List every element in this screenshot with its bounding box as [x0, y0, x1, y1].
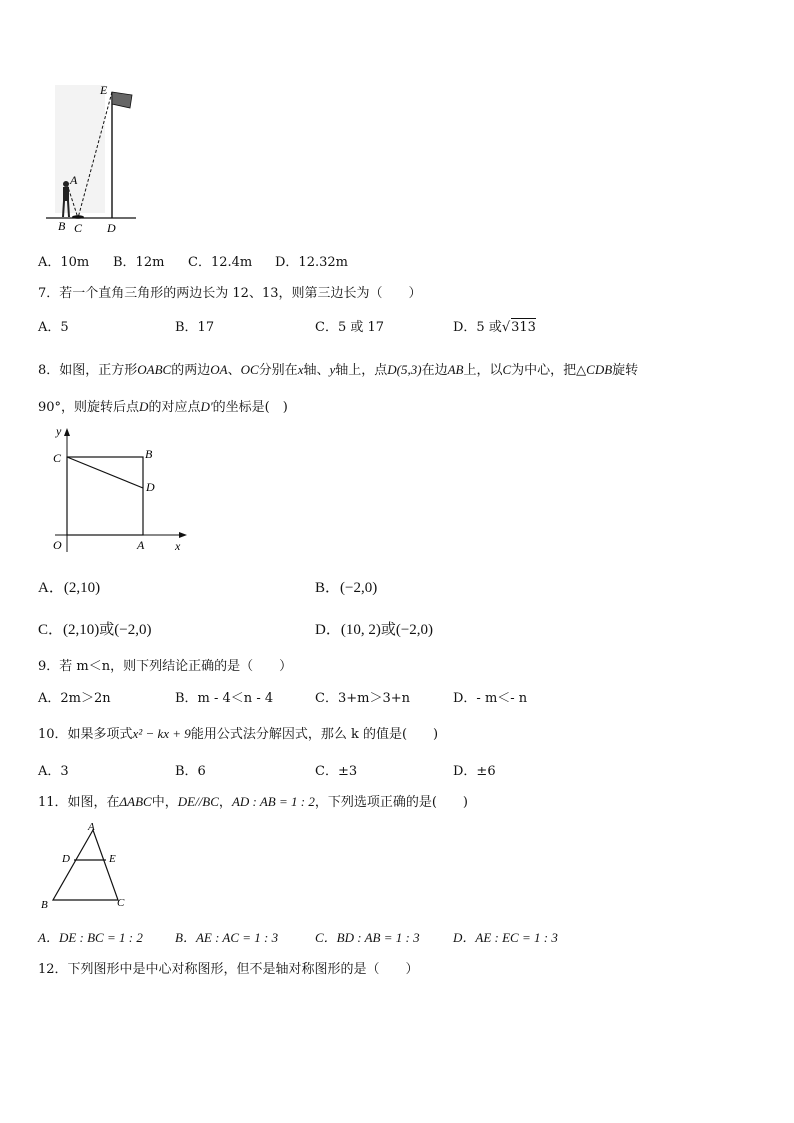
q11-option-b[interactable]: B．AE : AC = 1 : 3	[175, 930, 279, 945]
q10-option-d[interactable]: D．±6	[453, 764, 496, 779]
label-E: E	[109, 853, 116, 865]
label-A: A	[88, 821, 95, 833]
q10-option-a[interactable]: A．3	[38, 764, 69, 779]
label-A: A	[70, 173, 78, 187]
label-D: D	[146, 480, 155, 494]
q7-option-c[interactable]: C．5 或 17	[315, 320, 385, 335]
label-C: C	[53, 451, 62, 465]
label-D: D	[107, 221, 116, 235]
q11-option-c[interactable]: C．BD : AB = 1 : 3	[315, 930, 420, 945]
label-O: O	[53, 538, 62, 552]
q10-option-c[interactable]: C．±3	[315, 764, 358, 779]
q8-option-d[interactable]: D．(10, 2)或(−2,0)	[315, 622, 434, 638]
q8-option-b[interactable]: B．(−2,0)	[315, 580, 378, 596]
triangle-figure	[38, 820, 138, 912]
q12-stem: 12．下列图形中是中心对称图形，但不是轴对称图形的是（ ）	[38, 962, 419, 977]
q8-option-c[interactable]: C．(2,10)或(−2,0)	[38, 622, 152, 638]
label-A: A	[137, 538, 145, 552]
q8-option-a[interactable]: A．(2,10)	[38, 580, 101, 596]
label-y: y	[56, 424, 62, 438]
label-E: E	[100, 83, 108, 97]
q7-option-d[interactable]	[453, 316, 536, 335]
sqrt-sign: √	[501, 320, 511, 335]
q6-option-d[interactable]: D．12.32m	[275, 255, 348, 270]
q11-option-a[interactable]: A．DE : BC = 1 : 2	[38, 930, 143, 945]
q8-stem-line2: 90°，则旋转后点D的对应点D'的坐标是( )	[38, 399, 288, 415]
q11-option-d[interactable]: D．AE : EC = 1 : 3	[453, 930, 558, 945]
q6-option-a[interactable]: A．10m	[38, 255, 90, 270]
label-D: D	[62, 853, 70, 865]
q6-option-b[interactable]: B．12m	[113, 255, 165, 270]
q7-option-a[interactable]: A．5	[38, 320, 69, 335]
q11-stem: 11．如图，在ΔABC中，DE//BC，AD : AB = 1 : 2，下列选项正确的是( )	[38, 794, 469, 810]
q9-stem: 9．若 m＜n，则下列结论正确的是（ ）	[38, 659, 293, 674]
q10-option-b[interactable]: B．6	[175, 764, 206, 779]
q9-option-b[interactable]: B．m - 4＜n - 4	[175, 691, 274, 706]
q7-option-d-text: D．5 或	[453, 320, 502, 335]
q10-expression: x² − kx + 9	[132, 726, 191, 741]
q7-option-b[interactable]: B．17	[175, 320, 215, 335]
label-B: B	[41, 899, 48, 911]
label-x: x	[175, 539, 181, 553]
flagpole-figure	[40, 80, 150, 240]
q9-option-a[interactable]: A．2m＞2n	[38, 691, 111, 706]
q7-stem: 7．若一个直角三角形的两边长为 12、13，则第三边长为（ ）	[38, 286, 422, 301]
label-C: C	[117, 897, 125, 909]
label-C: C	[74, 221, 83, 235]
label-B: B	[145, 447, 153, 461]
label-B: B	[58, 219, 66, 233]
sqrt-radicand: 313	[511, 320, 536, 335]
q8-stem-line1: 8．如图，正方形OABC的两边OA、OC分别在x轴、y轴上，点D(5,3)在边AB上，以C为中心，把△CDB旋转	[38, 362, 639, 378]
q10-stem: 10．如果多项式x² − kx + 9能用公式法分解因式，那么 k 的值是( )	[38, 726, 439, 742]
q9-option-c[interactable]: C．3+m＞3+n	[315, 691, 410, 706]
q6-option-c[interactable]: C．12.4m	[188, 255, 253, 270]
square-figure	[45, 422, 195, 557]
q9-option-d[interactable]: D．- m＜- n	[453, 691, 528, 706]
